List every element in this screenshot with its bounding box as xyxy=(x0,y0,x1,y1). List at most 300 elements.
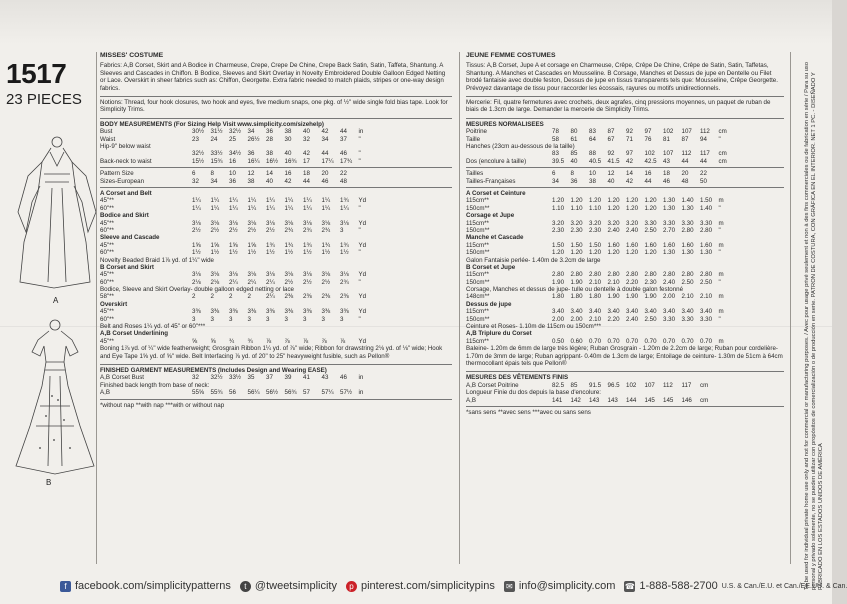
row-value: 2¾ xyxy=(321,226,331,234)
row-value: 2.80 xyxy=(700,271,713,279)
row-value: 56¼ xyxy=(247,389,260,397)
row-value: 1.80 xyxy=(552,293,565,301)
row-value: 35 xyxy=(247,374,255,382)
row-value: 85 xyxy=(570,150,578,158)
row-value: 46 xyxy=(340,150,347,158)
row-value: 2.70 xyxy=(663,226,676,234)
figure-b-illustration xyxy=(10,316,100,476)
table-row xyxy=(100,264,452,271)
row-value: 142 xyxy=(570,396,581,404)
french-title: JEUNE FEMME COSTUMES xyxy=(466,52,556,59)
row-value: 0.70 xyxy=(626,337,639,345)
row-value: 83 xyxy=(589,128,596,136)
row-value: " xyxy=(358,150,361,158)
row-value: 40 xyxy=(284,150,292,158)
english-fabrics: Fabrics: A,B Corset, Skirt and A Bodice in Charmeuse, Crepe, Crepe De Chine, Crepe Back Satin, Satin, Taffeta, Shantung. A Sleeves and Cascades in Chiffon. B Bodice, Sleeves and Skirt Overlay in Novelty Embroidered Double Galloon Edged Netting or Lace. Overskirt in sheer fabrics such as: Chiffon, Georgette. Extra fabric needed to match plaids, stripes or one-way design fabrics. xyxy=(100,62,446,92)
row-value: 3.30 xyxy=(681,315,694,323)
row-value: 1.90 xyxy=(552,278,565,286)
row-label: Corsage, Manches et dessus de jupe- tulle ou dentelle à double galon festonné xyxy=(466,286,684,294)
row-value: 2¾ xyxy=(340,278,349,286)
row-value: 3 xyxy=(303,315,307,323)
row-value: 2.40 xyxy=(626,315,639,323)
row-value: m xyxy=(718,197,724,205)
table-row xyxy=(100,128,452,135)
row-value: 22 xyxy=(340,170,347,178)
row-value: m xyxy=(718,271,724,279)
row-value: 3⅛ xyxy=(266,219,275,227)
row-value: 17¾ xyxy=(340,157,353,165)
row-value: cm xyxy=(700,381,709,389)
row-value: 1.90 xyxy=(626,293,639,301)
pinterest-icon: p xyxy=(346,581,357,592)
row-value: 37 xyxy=(340,135,347,143)
rule xyxy=(100,96,452,97)
row-value: 2.00 xyxy=(570,315,583,323)
row-label: 58"** xyxy=(100,293,114,301)
row-value: 1.90 xyxy=(644,293,657,301)
table-row xyxy=(466,205,784,212)
footer-email[interactable] xyxy=(504,580,616,592)
table-row xyxy=(100,190,452,197)
row-value: 3⅜ xyxy=(303,308,312,316)
row-value: 2¼ xyxy=(229,278,238,286)
row-value xyxy=(359,178,378,185)
row-value: 143 xyxy=(589,396,600,404)
row-value: 1¼ xyxy=(266,204,275,212)
row-value: 26½ xyxy=(247,135,260,143)
row-value: 56 xyxy=(229,389,236,397)
row-value: 1.60 xyxy=(681,241,694,249)
row-value: 97 xyxy=(644,128,652,136)
row-value: 1.60 xyxy=(663,241,676,249)
row-value: 20 xyxy=(321,170,329,178)
row-value: 3⅜ xyxy=(247,308,257,316)
row-value: 42 xyxy=(321,128,329,136)
row-value: 1.20 xyxy=(570,249,583,257)
row-value: ¾ xyxy=(247,337,253,345)
row-value: 1.50 xyxy=(552,241,565,249)
email-link[interactable]: info@simplicity.com xyxy=(518,580,616,592)
row-label: A,B xyxy=(100,389,110,397)
row-value: 0.70 xyxy=(607,337,620,345)
table-row xyxy=(100,316,452,323)
french-measurements-table xyxy=(466,128,784,165)
row-value: 2½ xyxy=(284,278,294,286)
row-value: Yd xyxy=(358,219,367,227)
row-value: 2¾ xyxy=(284,226,294,234)
row-value: 2.50 xyxy=(644,226,657,234)
table-row xyxy=(466,316,784,323)
row-value: 107 xyxy=(663,150,674,158)
row-value: 38 xyxy=(589,177,596,185)
row-value: 3⅜ xyxy=(266,308,275,316)
english-sizes-table xyxy=(100,170,452,185)
row-value: 23 xyxy=(192,135,199,143)
row-value: 3⅛ xyxy=(210,271,220,279)
english-notions: Notions: Thread, four hook closures, two hook and eyes, five medium snaps, one pkg. of ½" wide single fold bias tape. Look for Simplicity Trims. xyxy=(100,99,448,114)
row-value: 36 xyxy=(229,177,236,185)
row-value: 1½ xyxy=(340,249,349,257)
row-value: 2.20 xyxy=(626,278,639,286)
row-value: 14 xyxy=(626,170,633,178)
row-value: ¾ xyxy=(229,337,235,345)
twitter-link[interactable]: @tweetsimplicity xyxy=(254,580,337,592)
row-label: 150cm** xyxy=(466,315,490,323)
row-value: 3.20 xyxy=(552,219,565,227)
row-value: 38 xyxy=(247,177,255,185)
french-mercerie: Mercerie: Fil, quatre fermetures avec crochets, deux agrafes, cinq pressions moyennes, un paquet de ruban de biais de 1.3cm de large. Demander la mercerie de Simplicity Trims. xyxy=(466,99,771,114)
row-value: 3⅜ xyxy=(340,308,349,316)
row-value: 3 xyxy=(321,315,325,323)
table-row xyxy=(466,271,784,278)
table-row xyxy=(100,330,452,337)
row-value: 30½ xyxy=(192,128,205,136)
row-value: 2.80 xyxy=(663,271,676,279)
row-value: 1¼ xyxy=(247,204,257,212)
row-value: 83 xyxy=(552,150,559,158)
row-label: Ceinture et Roses- 1.10m de 115cm ou 150cm*** xyxy=(466,323,602,331)
row-value: 2¼ xyxy=(247,278,257,286)
row-value: 32½ xyxy=(229,128,242,136)
row-value: 0.70 xyxy=(589,337,602,345)
row-value: 2½ xyxy=(192,226,201,234)
rule xyxy=(100,187,452,188)
row-value: 40.5 xyxy=(589,157,602,165)
row-value: 1.20 xyxy=(626,249,639,257)
row-value: 42 xyxy=(626,177,633,185)
row-label: Belt and Roses 1¼ yd. of 45" or 60"*** xyxy=(100,323,206,331)
row-value: 3.20 xyxy=(570,219,583,227)
row-value: 1½ xyxy=(303,249,312,257)
table-row xyxy=(100,308,452,315)
row-value xyxy=(285,143,304,150)
rule xyxy=(100,364,452,365)
row-label: Bodice, Sleeve and Skirt Overlay- double galloon edged netting or lace xyxy=(100,286,294,294)
row-value: " xyxy=(718,135,721,143)
row-value: 1⅝ xyxy=(229,241,238,249)
table-row xyxy=(466,293,784,300)
row-value: 1¼ xyxy=(303,204,312,212)
row-value: ⅞ xyxy=(284,337,290,345)
row-label: Taille xyxy=(466,135,481,143)
row-value: 42 xyxy=(303,150,310,158)
row-value: 1¼ xyxy=(192,197,201,205)
row-label: A,B Triplure du Corset xyxy=(466,330,532,338)
row-value: 38 xyxy=(284,128,292,136)
row-value: 1¼ xyxy=(210,197,220,205)
row-value: 3.40 xyxy=(607,308,620,316)
row-value: 25 xyxy=(229,135,236,143)
row-value: 17¼ xyxy=(321,157,334,165)
top-shadow xyxy=(0,0,832,44)
table-row xyxy=(466,227,784,234)
row-label: B Corset et Jupe xyxy=(466,263,516,271)
table-row xyxy=(100,178,452,185)
row-value: 44 xyxy=(681,157,689,165)
row-value: 1½ xyxy=(247,249,257,257)
row-value: " xyxy=(358,315,361,323)
row-value: 30 xyxy=(284,135,292,143)
table-row xyxy=(466,158,784,165)
row-value: 16¾ xyxy=(284,157,297,165)
row-value: 33½ xyxy=(210,150,223,158)
row-value: 2.50 xyxy=(681,278,694,286)
row-value: 1.30 xyxy=(663,197,676,205)
row-value: 1¼ xyxy=(284,204,294,212)
table-row xyxy=(466,323,784,330)
row-value: 44 xyxy=(321,150,329,158)
row-value: 146 xyxy=(681,396,692,404)
row-label: 45"** xyxy=(100,308,114,316)
row-value xyxy=(248,143,267,150)
row-value: 2.50 xyxy=(644,315,657,323)
table-row xyxy=(466,220,784,227)
row-label: Novelty Beaded Braid 1⅞ yd. of 1¼" wide xyxy=(100,256,214,264)
row-value: 107 xyxy=(644,381,655,389)
table-row xyxy=(100,382,452,389)
row-value: ⅞ xyxy=(340,337,346,345)
row-value: 1.20 xyxy=(552,249,565,257)
table-row xyxy=(100,286,452,293)
row-value: 2.10 xyxy=(681,293,694,301)
row-value: 0.70 xyxy=(681,337,694,345)
row-value: 2.30 xyxy=(570,226,583,234)
row-value: 46 xyxy=(663,177,670,185)
table-row xyxy=(466,382,784,389)
row-value: 32 xyxy=(303,135,310,143)
row-value: 39.5 xyxy=(552,157,565,165)
row-value: 10 xyxy=(589,170,596,178)
row-value xyxy=(266,143,285,150)
pinterest-link[interactable]: pinterest.com/simplicitypins xyxy=(360,580,495,592)
row-value: ⅝ xyxy=(192,337,198,345)
footer-facebook[interactable] xyxy=(60,580,231,592)
row-value: 141 xyxy=(552,396,563,404)
row-value: 1.20 xyxy=(570,197,583,205)
row-value: Yd xyxy=(358,197,367,205)
row-value: 55¾ xyxy=(210,389,223,397)
row-value: 2.00 xyxy=(663,293,676,301)
row-value: 2.00 xyxy=(552,315,565,323)
row-value: 46 xyxy=(321,177,329,185)
row-value: 2½ xyxy=(210,226,220,234)
table-row xyxy=(466,170,784,177)
row-value: 102 xyxy=(663,128,674,136)
row-value: 3 xyxy=(210,315,214,323)
row-value: 81 xyxy=(663,135,670,143)
table-row xyxy=(466,178,784,185)
row-value: 145 xyxy=(663,396,674,404)
row-label: 115cm** xyxy=(466,308,489,316)
row-value: " xyxy=(358,278,361,286)
row-value: 40 xyxy=(303,128,310,136)
row-value: 1¼ xyxy=(321,197,331,205)
table-row xyxy=(466,338,784,345)
table-row xyxy=(466,286,784,293)
row-value: 48 xyxy=(681,177,689,185)
row-value: 2.80 xyxy=(681,271,694,279)
row-value: ⅞ xyxy=(266,337,272,345)
row-value: Yd xyxy=(358,337,367,345)
row-value: 3⅛ xyxy=(284,271,294,279)
rule xyxy=(466,371,784,372)
table-row xyxy=(100,205,452,212)
table-row xyxy=(466,397,784,404)
row-value: 97 xyxy=(626,150,633,158)
table-row xyxy=(100,170,452,177)
row-value: 2⅜ xyxy=(284,293,294,301)
rule xyxy=(100,399,452,400)
piece-count: 23 PIECES xyxy=(6,91,82,108)
row-label: Poitrine xyxy=(466,128,487,136)
row-value: 1½ xyxy=(192,249,201,257)
row-value: 40 xyxy=(607,177,615,185)
row-value: 2.80 xyxy=(626,271,639,279)
table-row xyxy=(100,257,452,264)
row-value: 56½ xyxy=(266,389,279,397)
row-label: Overskirt xyxy=(100,300,128,308)
row-value: 2.80 xyxy=(589,271,602,279)
table-row xyxy=(466,242,784,249)
row-value: in xyxy=(358,374,364,382)
row-value: 117 xyxy=(681,381,692,389)
row-value: 44 xyxy=(340,128,347,136)
row-value: 44 xyxy=(303,177,310,185)
table-row xyxy=(466,330,784,337)
row-label: 45"** xyxy=(100,337,114,345)
row-value: 3⅛ xyxy=(210,219,220,227)
footer-twitter[interactable] xyxy=(240,580,337,592)
row-value: 85 xyxy=(570,381,578,389)
row-value: 145 xyxy=(644,396,655,404)
row-value: 76 xyxy=(644,135,652,143)
row-value: 43 xyxy=(663,157,670,165)
row-value: 44 xyxy=(700,157,707,165)
table-row xyxy=(100,279,452,286)
facebook-icon: f xyxy=(60,581,71,592)
row-value: 2⅜ xyxy=(340,293,349,301)
row-value: 82.5 xyxy=(552,381,565,389)
row-value: 1.10 xyxy=(552,204,565,212)
row-label: 60"** xyxy=(100,249,114,257)
row-value: 1.20 xyxy=(552,197,565,205)
row-value: m xyxy=(718,308,724,316)
table-row xyxy=(100,242,452,249)
row-value: 3.20 xyxy=(589,219,602,227)
row-value: 2¾ xyxy=(303,226,312,234)
row-value: 1.60 xyxy=(700,241,713,249)
row-value: 6 xyxy=(552,170,556,178)
row-value: 2.80 xyxy=(644,271,657,279)
row-value: 0.70 xyxy=(644,337,657,345)
row-value: 1⅝ xyxy=(192,241,201,249)
row-label: 60"** xyxy=(100,278,114,286)
row-value: 2.80 xyxy=(607,271,620,279)
table-row xyxy=(466,190,784,197)
rule xyxy=(100,167,452,168)
row-value: 2.40 xyxy=(663,278,676,286)
row-value: ⅝ xyxy=(210,337,216,345)
english-yardage-table xyxy=(100,190,452,345)
row-value: 20 xyxy=(681,170,689,178)
table-row xyxy=(100,136,452,143)
row-label: A,B xyxy=(466,396,476,404)
row-label: 150cm** xyxy=(466,249,490,257)
row-value: 2 xyxy=(210,293,214,301)
rule xyxy=(466,118,784,119)
row-label: B Corset and Skirt xyxy=(100,263,154,271)
row-value: 34 xyxy=(552,177,559,185)
row-value: " xyxy=(358,157,361,165)
table-row xyxy=(100,323,452,330)
row-label: Corsage et Jupe xyxy=(466,212,515,220)
phone-number: 1-888-588-2700 xyxy=(639,580,718,592)
footer-pinterest[interactable] xyxy=(346,580,495,592)
row-value: 2⅜ xyxy=(321,293,331,301)
row-value: 8 xyxy=(210,170,214,178)
row-value: 1.20 xyxy=(626,204,639,212)
table-row xyxy=(466,136,784,143)
row-value: 3.40 xyxy=(570,308,583,316)
row-value: 1.20 xyxy=(644,249,657,257)
row-value: 37 xyxy=(266,374,273,382)
french-footnote: *sans sens **avec sens ***avec ou sans sens xyxy=(466,408,591,416)
table-row xyxy=(100,227,452,234)
row-value: 42 xyxy=(626,157,633,165)
english-title: MISSES' COSTUME xyxy=(100,52,164,59)
table-row xyxy=(466,212,784,219)
row-value: 3⅜ xyxy=(210,308,220,316)
french-column xyxy=(466,52,784,416)
row-value: 1¼ xyxy=(321,204,331,212)
row-value: 1½ xyxy=(266,249,275,257)
row-value: 3.40 xyxy=(681,308,694,316)
row-value: 3.20 xyxy=(607,219,620,227)
table-row xyxy=(100,212,452,219)
divider-right xyxy=(790,52,791,564)
row-value: cm xyxy=(718,150,727,158)
row-value: 3⅛ xyxy=(266,271,275,279)
row-value: " xyxy=(358,226,361,234)
row-value: in xyxy=(358,128,364,136)
phone-icon: ☎ xyxy=(624,581,635,591)
row-value xyxy=(359,143,378,150)
row-value: " xyxy=(358,135,361,143)
facebook-link[interactable]: facebook.com/simplicitypatterns xyxy=(75,580,231,592)
row-value: 57¼ xyxy=(321,389,334,397)
table-row xyxy=(466,249,784,256)
figure-b-label: B xyxy=(46,478,52,487)
row-value: 43 xyxy=(321,374,329,382)
row-value xyxy=(719,178,738,185)
row-label: 150cm** xyxy=(466,226,490,234)
row-value: 1.90 xyxy=(570,278,583,286)
row-value: " xyxy=(718,204,721,212)
row-value: Yd xyxy=(358,271,367,279)
row-value: 36 xyxy=(247,150,255,158)
table-row xyxy=(100,374,452,381)
row-value: 8 xyxy=(570,170,574,178)
row-value: 58 xyxy=(552,135,559,143)
row-value: 78 xyxy=(552,128,559,136)
row-value: 1.30 xyxy=(700,249,713,257)
row-value: 3⅛ xyxy=(229,271,238,279)
row-value: 1.20 xyxy=(644,197,657,205)
row-value: 3.30 xyxy=(700,219,713,227)
row-value: 32½ xyxy=(210,374,223,382)
row-value: cm xyxy=(718,157,727,165)
row-value: 56¾ xyxy=(284,389,297,397)
